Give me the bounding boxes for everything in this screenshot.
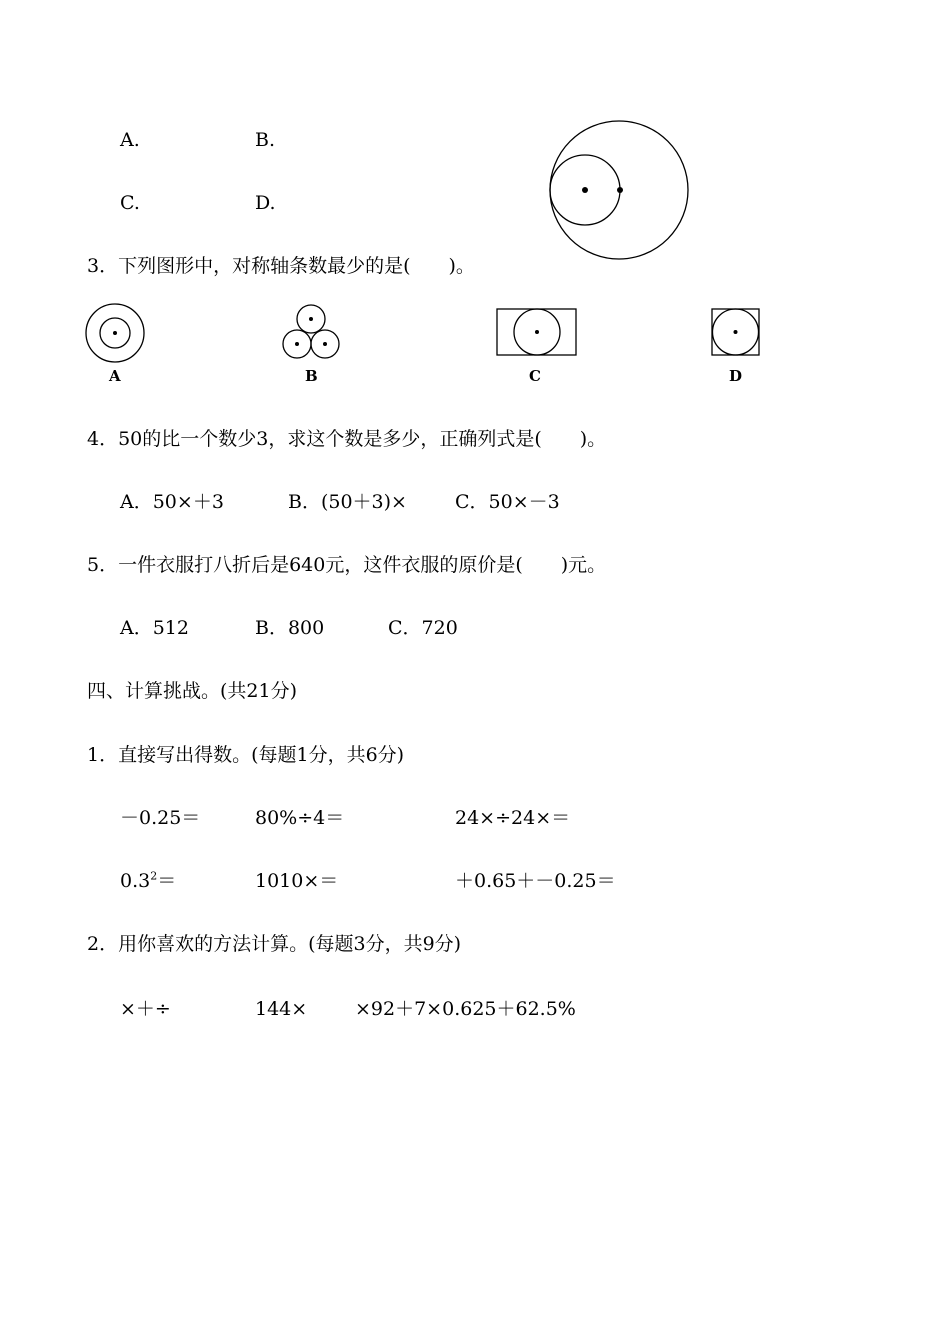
q5-option-a: A．512: [120, 617, 189, 639]
calc-item-4-exponent: 2: [150, 869, 158, 883]
three-circles-icon: [277, 301, 347, 363]
q4-stem: 4．50的比一个数少3，求这个数是多少，正确列式是( )。: [87, 428, 607, 450]
circle-in-rectangle-icon: [495, 307, 579, 357]
q3-stem: 3．下列图形中，对称轴条数最少的是( )。: [87, 255, 475, 277]
calc-item-4-equals: ＝: [157, 870, 177, 892]
section4-part1-stem: 1．直接写出得数。(每题1分，共6分): [87, 744, 405, 766]
calc-item-2: 80%÷4＝: [255, 807, 345, 829]
calc-item-1: －0.25＝: [120, 807, 201, 829]
two-circles-tangent-icon: [545, 118, 695, 264]
simplify-item-3: ×92＋7×0.625＋62.5%: [355, 998, 576, 1020]
calc-item-4: [120, 869, 176, 893]
calc-item-5: 1010×＝: [255, 870, 339, 892]
q4-option-a: A．50×＋3: [120, 491, 224, 513]
q3-figure-label-c: C: [529, 367, 541, 385]
calc-item-6: ＋0.65＋－0.25＝: [455, 870, 616, 892]
q3-figure-label-b: B: [305, 367, 318, 385]
q4-option-c: C．50×－3: [455, 491, 560, 513]
circle-in-square-icon: [710, 307, 762, 357]
calc-item-3: 24×÷24×＝: [455, 807, 571, 829]
q5-option-b: B．800: [255, 617, 325, 639]
q4-option-b: B．(50＋3)×: [288, 491, 407, 513]
section4-heading: 四、计算挑战。(共21分): [87, 680, 298, 702]
simplify-item-2: 144×: [255, 998, 308, 1020]
concentric-circles-icon: [83, 302, 147, 364]
simplify-item-1: ×＋÷: [120, 998, 171, 1020]
q5-option-c: C．720: [388, 617, 458, 639]
q2-option-a: A.: [120, 129, 140, 151]
section4-part2-stem: 2．用你喜欢的方法计算。(每题3分，共9分): [87, 933, 462, 955]
q5-stem: 5．一件衣服打八折后是640元，这件衣服的原价是( )元。: [87, 554, 607, 576]
q3-figure-label-a: A: [109, 367, 121, 385]
q2-option-c: C.: [120, 192, 140, 214]
q3-figure-label-d: D: [729, 367, 743, 385]
calc-item-4-base: 0.3: [120, 870, 151, 892]
q2-option-d: D.: [255, 192, 276, 214]
q2-option-b: B.: [255, 129, 276, 151]
